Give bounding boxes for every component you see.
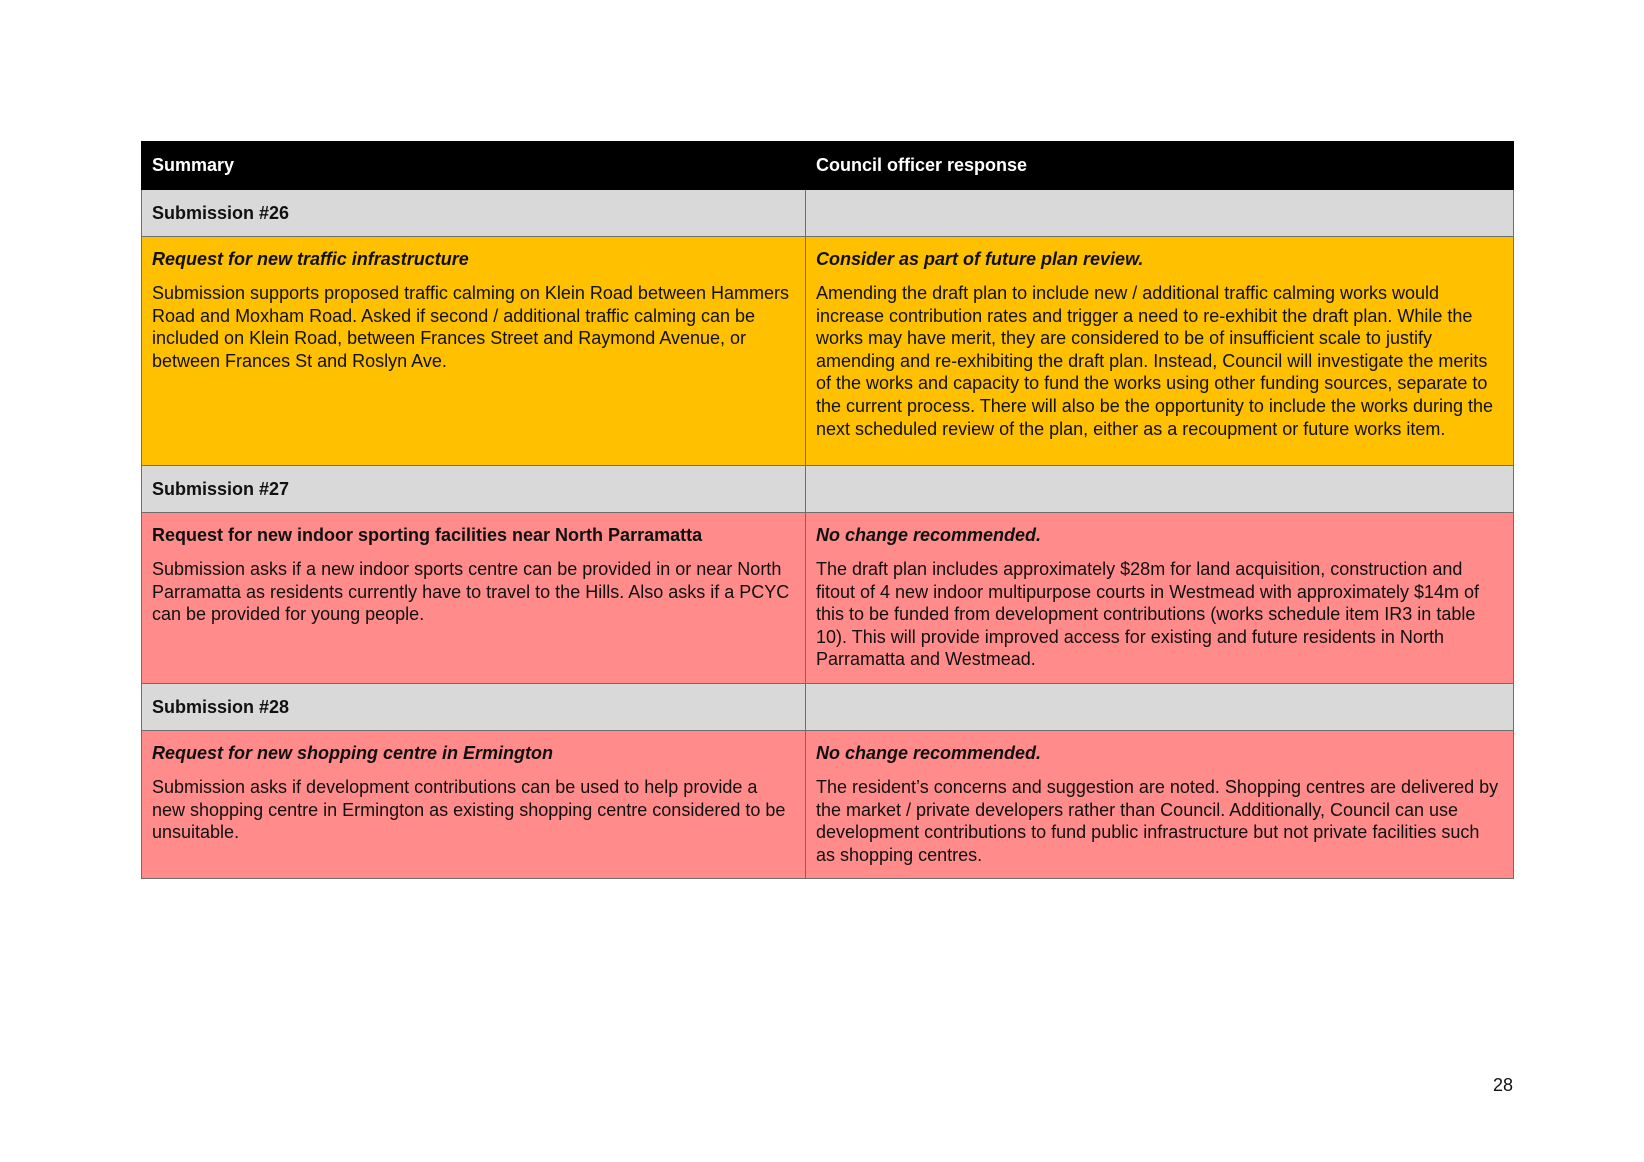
summary-body: Submission asks if a new indoor sports centre can be provided in or near North Parramatta as residents currently have to travel to the Hills. Also asks if a PCYC can be provided for young people. bbox=[152, 559, 790, 625]
summary-cell bbox=[142, 513, 806, 684]
submission-content-row bbox=[142, 237, 1514, 466]
submissions-table bbox=[141, 141, 1514, 879]
summary-column-header: Summary bbox=[142, 142, 806, 190]
submission-label-empty-cell bbox=[806, 684, 1514, 731]
response-title: No change recommended. bbox=[816, 743, 1042, 763]
submission-label: Submission #28 bbox=[142, 684, 806, 731]
response-body: Amending the draft plan to include new / additional traffic calming works would increase contribution rates and trigger a need to re-exhibit the draft plan. While the works may have merit, they are considered to be of insufficient scale to justify amending and re-exhibiting the draft plan. Instead, Council will investigate the merits of the works and capacity to fund the works using other funding sources, separate to the current process. There will also be the opportunity to include the works during the next scheduled review of the plan, either as a recoupment or future works item. bbox=[816, 283, 1494, 439]
submission-label: Submission #26 bbox=[142, 190, 806, 237]
page-number: 28 bbox=[1492, 1075, 1513, 1095]
submission-label-empty-cell bbox=[806, 190, 1514, 237]
response-cell bbox=[806, 731, 1514, 879]
summary-cell bbox=[142, 731, 806, 879]
table-header-row bbox=[142, 142, 1514, 190]
response-title: No change recommended. bbox=[816, 525, 1042, 545]
submission-label-empty-cell bbox=[806, 466, 1514, 513]
submission-label-row bbox=[142, 466, 1514, 513]
submission-label: Submission #27 bbox=[142, 466, 806, 513]
response-body: The resident’s concerns and suggestion are noted. Shopping centres are delivered by the market / private developers rather than Council. Additionally, Council can use development contributions to fund public infrastructure but not private facilities such as shopping centres. bbox=[816, 777, 1499, 865]
response-cell bbox=[806, 237, 1514, 466]
summary-title: Request for new traffic infrastructure bbox=[152, 249, 469, 269]
response-cell bbox=[806, 513, 1514, 684]
summary-body: Submission asks if development contributions can be used to help provide a new shopping centre in Ermington as existing shopping centre considered to be unsuitable. bbox=[152, 777, 786, 843]
summary-body: Submission supports proposed traffic calming on Klein Road between Hammers Road and Moxham Road. Asked if second / additional traffic calming can be included on Klein Road, between Frances Street and Raymond Avenue, or between Frances St and Roslyn Ave. bbox=[152, 283, 789, 371]
response-body: The draft plan includes approximately $28m for land acquisition, construction and fitout of 4 new indoor multipurpose courts in Westmead with approximately $14m of this to be funded from development contributions (works schedule item IR3 in table 10). This will provide improved access for existing and future residents in North Parramatta and Westmead. bbox=[816, 559, 1479, 670]
summary-cell bbox=[142, 237, 806, 466]
submission-label-row bbox=[142, 684, 1514, 731]
summary-title: Request for new shopping centre in Ermington bbox=[152, 743, 554, 763]
submission-label-row bbox=[142, 190, 1514, 237]
submission-content-row bbox=[142, 513, 1514, 684]
response-column-header: Council officer response bbox=[806, 142, 1514, 190]
summary-title: Request for new indoor sporting facilities near North Parramatta bbox=[152, 525, 703, 545]
submission-content-row bbox=[142, 731, 1514, 879]
response-title: Consider as part of future plan review. bbox=[816, 249, 1144, 269]
